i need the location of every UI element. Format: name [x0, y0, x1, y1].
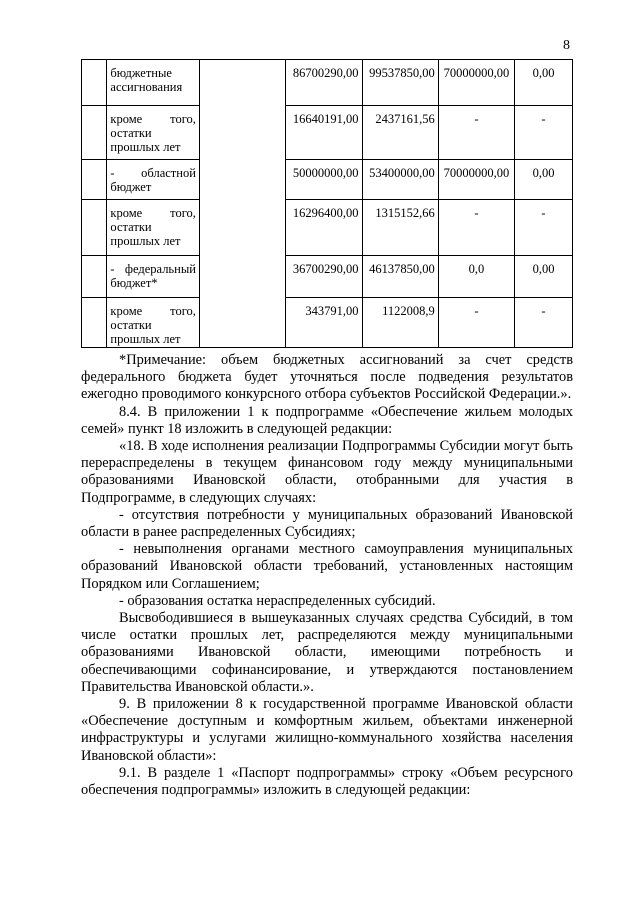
label-word: кроме [110, 112, 143, 126]
label-line: бюджет* [110, 276, 158, 290]
table-cell-value: 1315152,66 [362, 200, 438, 256]
table-cell-value: - [515, 298, 573, 348]
label-line: прошлых лет [110, 140, 181, 154]
table-cell-value: 343791,00 [286, 298, 362, 348]
label-word: областной [141, 166, 196, 180]
label-word: - [110, 166, 115, 180]
label-line [110, 166, 196, 180]
table-cell-value: - [438, 298, 514, 348]
table-cell-merged [199, 60, 285, 348]
table-row [82, 106, 573, 160]
paragraph: 8.4. В приложении 1 к подпрограмме «Обеспечение жильем молодых семей» пункт 18 изложить в следующей редакции: [81, 403, 573, 437]
table-cell-label [107, 106, 200, 160]
table-cell-value: 70000000,00 [438, 60, 514, 106]
budget-table-body [82, 60, 573, 348]
label-line [110, 304, 196, 318]
table-cell-label [107, 160, 200, 200]
table-cell-value: 0,0 [438, 256, 514, 298]
table-cell-value: - [515, 106, 573, 160]
page-number: 8 [563, 38, 570, 53]
table-row [82, 160, 573, 200]
table-cell-index [82, 60, 107, 106]
table-cell-value: 0,00 [515, 160, 573, 200]
paragraph: 9.1. В разделе 1 «Паспорт подпрограммы» строку «Объем ресурсного обеспечения подпрограммы» изложить в следующей редакции: [81, 764, 573, 799]
label-line: остатки [110, 220, 152, 234]
label-line: бюджет [110, 180, 152, 194]
label-line [110, 206, 196, 220]
table-cell-value: 36700290,00 [286, 256, 362, 298]
table-cell-value: 2437161,56 [362, 106, 438, 160]
table-cell-index [82, 160, 107, 200]
label-line [110, 112, 196, 126]
paragraph: *Примечание: объем бюджетных ассигнований за счет средств федерального бюджета будет уточняться после подведения результатов ежегодно проводимого конкурсного отбора субъектов Российской Федерации.». [81, 352, 573, 403]
label-word: федеральный [124, 262, 196, 276]
label-word: - [110, 262, 115, 276]
paragraph: - образования остатка нераспределенных субсидий. [119, 592, 436, 609]
table-cell-value: 53400000,00 [362, 160, 438, 200]
table-cell-value: 50000000,00 [286, 160, 362, 200]
label-line: прошлых лет [110, 234, 181, 248]
label-word: кроме [110, 304, 143, 318]
label-line [110, 262, 196, 276]
label-line: прошлых лет [110, 332, 181, 346]
table-cell-label [107, 200, 200, 256]
table-cell-index [82, 200, 107, 256]
table-cell-value: 70000000,00 [438, 160, 514, 200]
table-cell-value: - [515, 200, 573, 256]
label-line: остатки [110, 126, 152, 140]
label-word: того, [170, 206, 196, 220]
table-cell-index [82, 298, 107, 348]
table-cell-value: 99537850,00 [362, 60, 438, 106]
table-row [82, 256, 573, 298]
table-cell-value: 46137850,00 [362, 256, 438, 298]
table-row [82, 200, 573, 256]
table-cell-value: 16640191,00 [286, 106, 362, 160]
paragraph: 9. В приложении 8 к государственной программе Ивановской области «Обеспечение доступным и комфортным жильем, объектами инженерной инфраструктуры и услугами жилищно-коммунального хозяйства населения Ивановской области»: [81, 696, 573, 764]
document-body [81, 352, 573, 799]
label-word: того, [170, 304, 196, 318]
table-row [82, 60, 573, 106]
paragraph: «18. В ходе исполнения реализации Подпрограммы Субсидии могут быть перераспределены в текущем финансовом году между муниципальными образованиями Ивановской области, отобранными для участия в Подпрограмме, в следующих случаях: [81, 438, 573, 506]
budget-table [81, 59, 573, 348]
table-cell-index [82, 106, 107, 160]
label-word: кроме [110, 206, 143, 220]
table-cell-label [107, 60, 200, 106]
paragraph: - невыполнения органами местного самоуправления муниципальных образований Ивановской области требований, установленных настоящим Порядком или Соглашением; [81, 541, 573, 592]
table-cell-value: 0,00 [515, 60, 573, 106]
table-cell-value: - [438, 200, 514, 256]
table-cell-value: 0,00 [515, 256, 573, 298]
paragraph: Высвободившиеся в вышеуказанных случаях средства Субсидий, в том числе остатки прошлых лет, распределяются между муниципальными образованиями Ивановской области, имеющими потребность и обеспечивающими софинансирование, и утверждаются постановлением Правительства Ивановской области.». [81, 610, 573, 695]
label-line: бюджетные [110, 66, 172, 80]
table-row [82, 298, 573, 348]
table-cell-value: - [438, 106, 514, 160]
label-line: остатки [110, 318, 152, 332]
table-cell-value: 1122008,9 [362, 298, 438, 348]
table-cell-index [82, 256, 107, 298]
table-cell-label [107, 256, 200, 298]
paragraph: - отсутствия потребности у муниципальных образований Ивановской области в ранее распределенных Субсидиях; [81, 506, 573, 541]
table-cell-value: 16296400,00 [286, 200, 362, 256]
label-word: того, [170, 112, 196, 126]
table-cell-value: 86700290,00 [286, 60, 362, 106]
label-line: ассигнования [110, 80, 183, 94]
table-cell-label [107, 298, 200, 348]
